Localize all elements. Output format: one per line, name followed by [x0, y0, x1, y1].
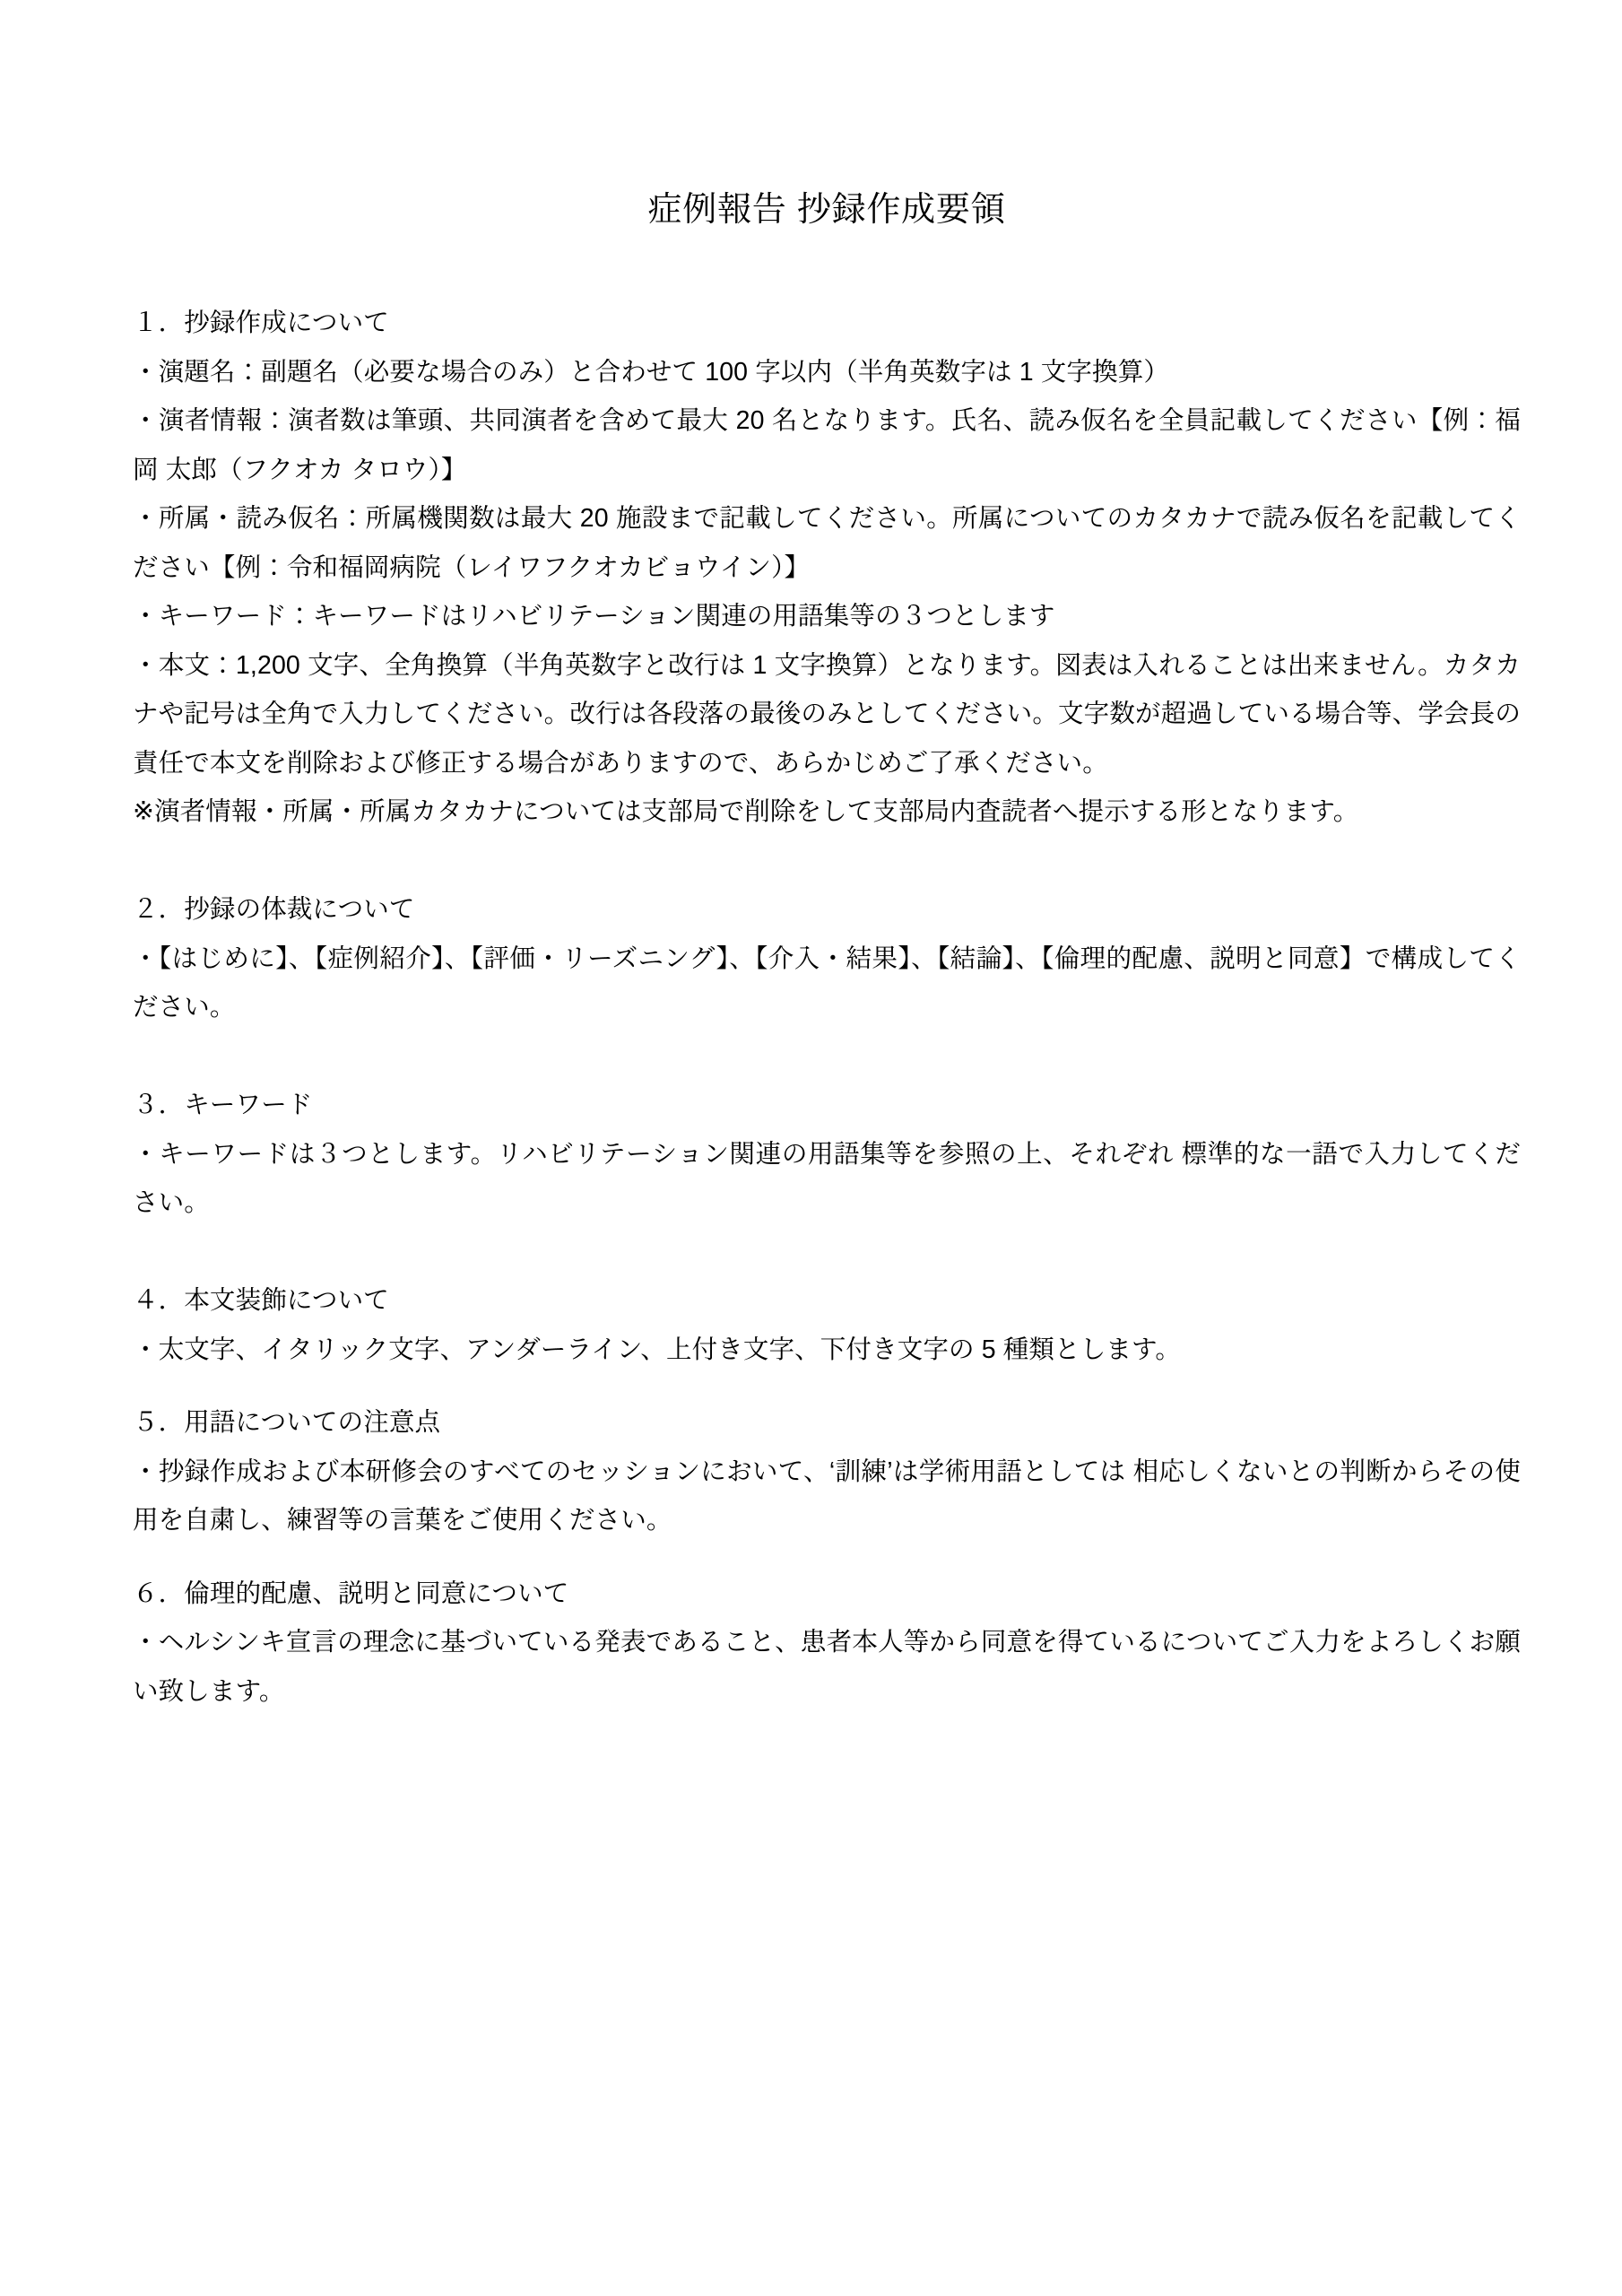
section-5 [133, 1398, 1521, 1545]
section-2 [133, 885, 1521, 1032]
section-gap-4 [133, 1374, 1521, 1398]
document-body [133, 299, 1521, 1716]
section-1-paragraph-3: ・所属・読み仮名：所属機関数は最大 20 施設まで記載してください。所属についてのカタカナで読み仮名を記載してください【例：令和福岡病院（レイワフクオカビョウイン）】 [133, 504, 1521, 582]
section-gap-5 [133, 1545, 1521, 1570]
section-4-heading: ４．本文装飾について [133, 1286, 389, 1316]
section-5-paragraph-1: ・抄録作成および本研修会のすべてのセッションにおいて、‘訓練’は学術用語としては 相応しくないとの判断からその使用を自粛し、練習等の言葉をご使用ください。 [133, 1457, 1521, 1535]
section-3-heading: ３．キーワード [133, 1091, 313, 1120]
section-5-heading: ５．用語についての注意点 [133, 1408, 441, 1438]
section-4-paragraph-1: ・太文字、イタリック文字、アンダーライン、上付き文字、下付き文字の 5 種類とします。 [133, 1335, 1181, 1364]
section-2-paragraph-1: ・【はじめに】、【症例紹介】、【評価・リーズニング】、【介入・結果】、【結論】、【倫理的配慮、説明と同意】で構成してください。 [133, 944, 1521, 1022]
section-2-heading: ２．抄録の体裁について [133, 895, 415, 925]
page-title: 症例報告 抄録作成要領 [647, 191, 1006, 229]
section-6-heading: ６．倫理的配慮、説明と同意について [133, 1578, 569, 1608]
section-1-paragraph-5: ・本文：1,200 文字、全角換算（半角英数字と改行は 1 文字換算）となります。図表は入れることは出来ません。カタカナや記号は全角で入力してください。改行は各段落の最後のみとしてください。文字数が超過している場合等、学会長の責任で本文を削除および修正する場合がありますので、あらかじめご了承ください。 [133, 650, 1521, 778]
section-6-paragraph-1: ・ヘルシンキ宣言の理念に基づいている発表であること、患者本人等から同意を得ているについてご入力をよろしくお願い致します。 [133, 1628, 1521, 1706]
section-gap-2 [133, 1032, 1521, 1082]
section-1-paragraph-4: ・キーワード：キーワードはリハビリテーション関連の用語集等の３つとします [133, 602, 1055, 631]
section-1 [133, 299, 1521, 837]
section-1-heading: １．抄録作成について [133, 309, 389, 338]
section-1-note: ※演者情報・所属・所属カタカナについては支部局で削除をして支部局内査読者へ提示する形となります。 [133, 797, 1359, 827]
section-3 [133, 1081, 1521, 1228]
section-gap-3 [133, 1228, 1521, 1277]
section-1-paragraph-2: ・演者情報：演者数は筆頭、共同演者を含めて最大 20 名となります。氏名、読み仮名を全員記載してください【例：福岡 太郎（フクオカ タロウ）】 [133, 406, 1521, 484]
section-3-paragraph-1: ・キーワードは３つとします。リハビリテーション関連の用語集等を参照の上、それぞれ 標準的な一語で入力してください。 [133, 1139, 1521, 1218]
section-6 [133, 1570, 1521, 1717]
section-1-paragraph-1: ・演題名：副題名（必要な場合のみ）と合わせて 100 字以内（半角英数字は 1 文字換算） [133, 357, 1169, 387]
document-content [133, 0, 1521, 1716]
section-gap-1 [133, 837, 1521, 886]
section-4 [133, 1276, 1521, 1374]
